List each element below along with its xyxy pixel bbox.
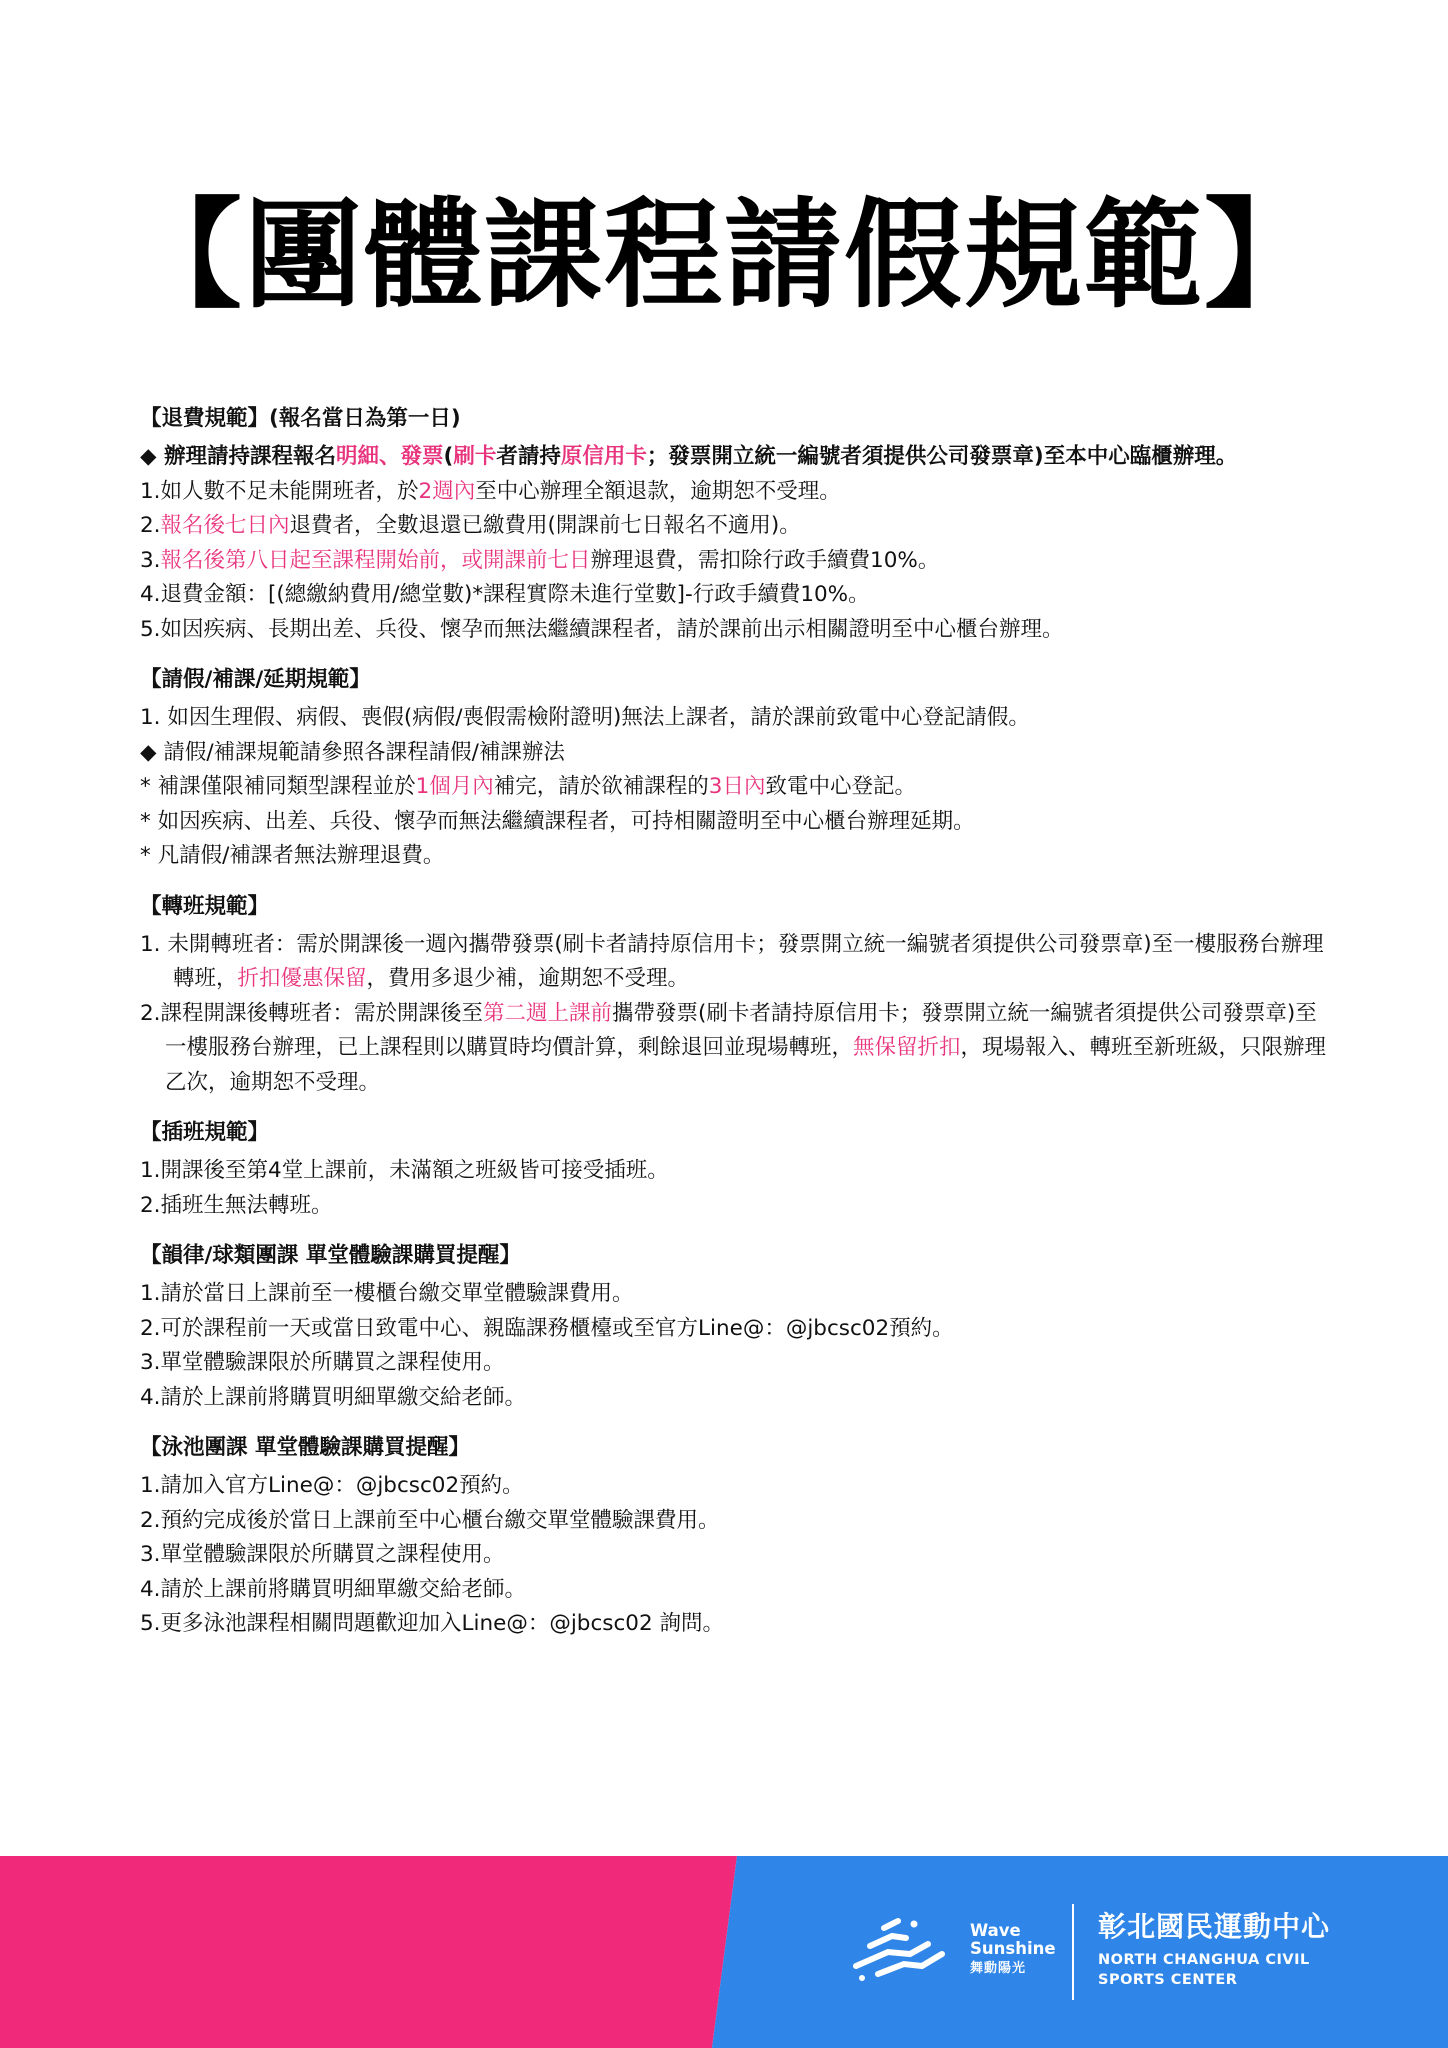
transfer-heading: 【轉班規範】 [140, 893, 270, 919]
rules-content [140, 402, 1330, 1642]
refund-item-4: 4.退費金額：[(總繳納費用/總堂數)*課程實際未進行堂數]-行政手續費10%。 [140, 582, 870, 607]
leave-heading: 【請假/補課/延期規範】 [140, 667, 371, 692]
list-item: 2.預約完成後於當日上課前至中心櫃台繳交單堂體驗課費用。 [140, 1507, 720, 1533]
leave-item-4: * 如因疾病、出差、兵役、懷孕而無法繼續課程者，可持相關證明至中心櫃台辦理延期。 [140, 808, 975, 834]
list-item: 1.請加入官方Line@：@jbcsc02預約。 [140, 1473, 524, 1498]
transfer-item-2: 2.課程開課後轉班者：需於開課後至第二週上課前攜帶發票(刷卡者請持原信用卡；發票開立統一編號者須提供公司發票章)至一樓服務台辦理，已上課程則以購買時均價計算，剩餘退回並現場轉班，無保留折扣，現場報入、轉班至新班級，只限辦理乙次，逾期恕不受理。 [140, 1000, 1327, 1095]
refund-item-5: 5.如因疾病、長期出差、兵役、懷孕而無法繼續課程者，請於課前出示相關證明至中心櫃台辦理。 [140, 616, 1064, 642]
center-name-en: NORTH CHANGHUA CIVIL SPORTS CENTER [1098, 1952, 1310, 1988]
insert-heading: 【插班規範】 [140, 1120, 270, 1145]
wave-sunshine-logo-icon [848, 1914, 948, 1986]
list-item: 1.請於當日上課前至一樓櫃台繳交單堂體驗課費用。 [140, 1281, 634, 1306]
list-item: 4.請於上課前將購買明細單繳交給老師。 [140, 1384, 527, 1410]
footer-blue-panel [712, 1856, 1448, 2048]
list-item: 2.可於課程前一天或當日致電中心、親臨課務櫃檯或至官方Line@：@jbcsc02預約。 [140, 1315, 954, 1341]
refund-bullet: ◆ 辦理請持課程報名明細、發票(刷卡者請持原信用卡；發票開立統一編號者須提供公司發票章)至本中心臨櫃辦理。 [140, 444, 1238, 469]
list-item: 3.單堂體驗課限於所購買之課程使用。 [140, 1542, 505, 1567]
wave-sunshine-wordmark: Wave Sunshine 舞動陽光 [970, 1921, 1056, 1976]
refund-item-2: 2.報名後七日內退費者，全數退還已繳費用(開課前七日報名不適用)。 [140, 513, 801, 538]
leave-item-2: ◆ 請假/補課規範請參照各課程請假/補課辦法 [140, 739, 565, 765]
list-item: 1.開課後至第4堂上課前，未滿額之班級皆可接受插班。 [140, 1158, 669, 1183]
page-title: 【團體課程請假規範】 [123, 186, 1324, 324]
pool-list [140, 1469, 1330, 1642]
refund-heading: 【退費規範】(報名當日為第一日) [140, 406, 461, 431]
leave-list [140, 701, 1330, 874]
list-item: 4.請於上課前將購買明細單繳交給老師。 [140, 1576, 527, 1602]
rhythm-list [140, 1277, 1330, 1415]
footer-divider [1072, 1904, 1074, 2000]
refund-list [140, 440, 1330, 647]
leave-item-3: * 補課僅限補同類型課程並於1個月內補完，請於欲補課程的3日內致電中心登記。 [140, 774, 916, 799]
list-item: 5.更多泳池課程相關問題歡迎加入Line@：@jbcsc02 詢問。 [140, 1611, 724, 1636]
transfer-list [140, 928, 1330, 1101]
center-name-zh: 彰北國民運動中心 [1098, 1910, 1331, 1943]
leave-item-1: 1. 如因生理假、病假、喪假(病假/喪假需檢附證明)無法上課者，請於課前致電中心登記請假。 [140, 705, 1030, 730]
transfer-item-1: 1. 未開轉班者：需於開課後一週內攜帶發票(刷卡者請持原信用卡；發票開立統一編號者須提供公司發票章)至一樓服務台辦理轉班，折扣優惠保留，費用多退少補，逾期恕不受理。 [140, 931, 1324, 991]
rhythm-heading: 【韻律/球類團課 單堂體驗課購買提醒】 [140, 1243, 521, 1268]
refund-item-3: 3.報名後第八日起至課程開始前，或開課前七日辦理退費，需扣除行政手續費10%。 [140, 547, 940, 573]
insert-list [140, 1154, 1330, 1223]
refund-item-1: 1.如人數不足未能開班者，於2週內至中心辦理全額退款，逾期恕不受理。 [140, 478, 841, 504]
leave-item-5: * 凡請假/補課者無法辦理退費。 [140, 843, 445, 868]
footer-pink-panel [0, 1856, 737, 2048]
list-item: 2.插班生無法轉班。 [140, 1192, 333, 1218]
pool-heading: 【泳池團課 單堂體驗課購買提醒】 [140, 1435, 470, 1460]
list-item: 3.單堂體驗課限於所購買之課程使用。 [140, 1350, 505, 1375]
